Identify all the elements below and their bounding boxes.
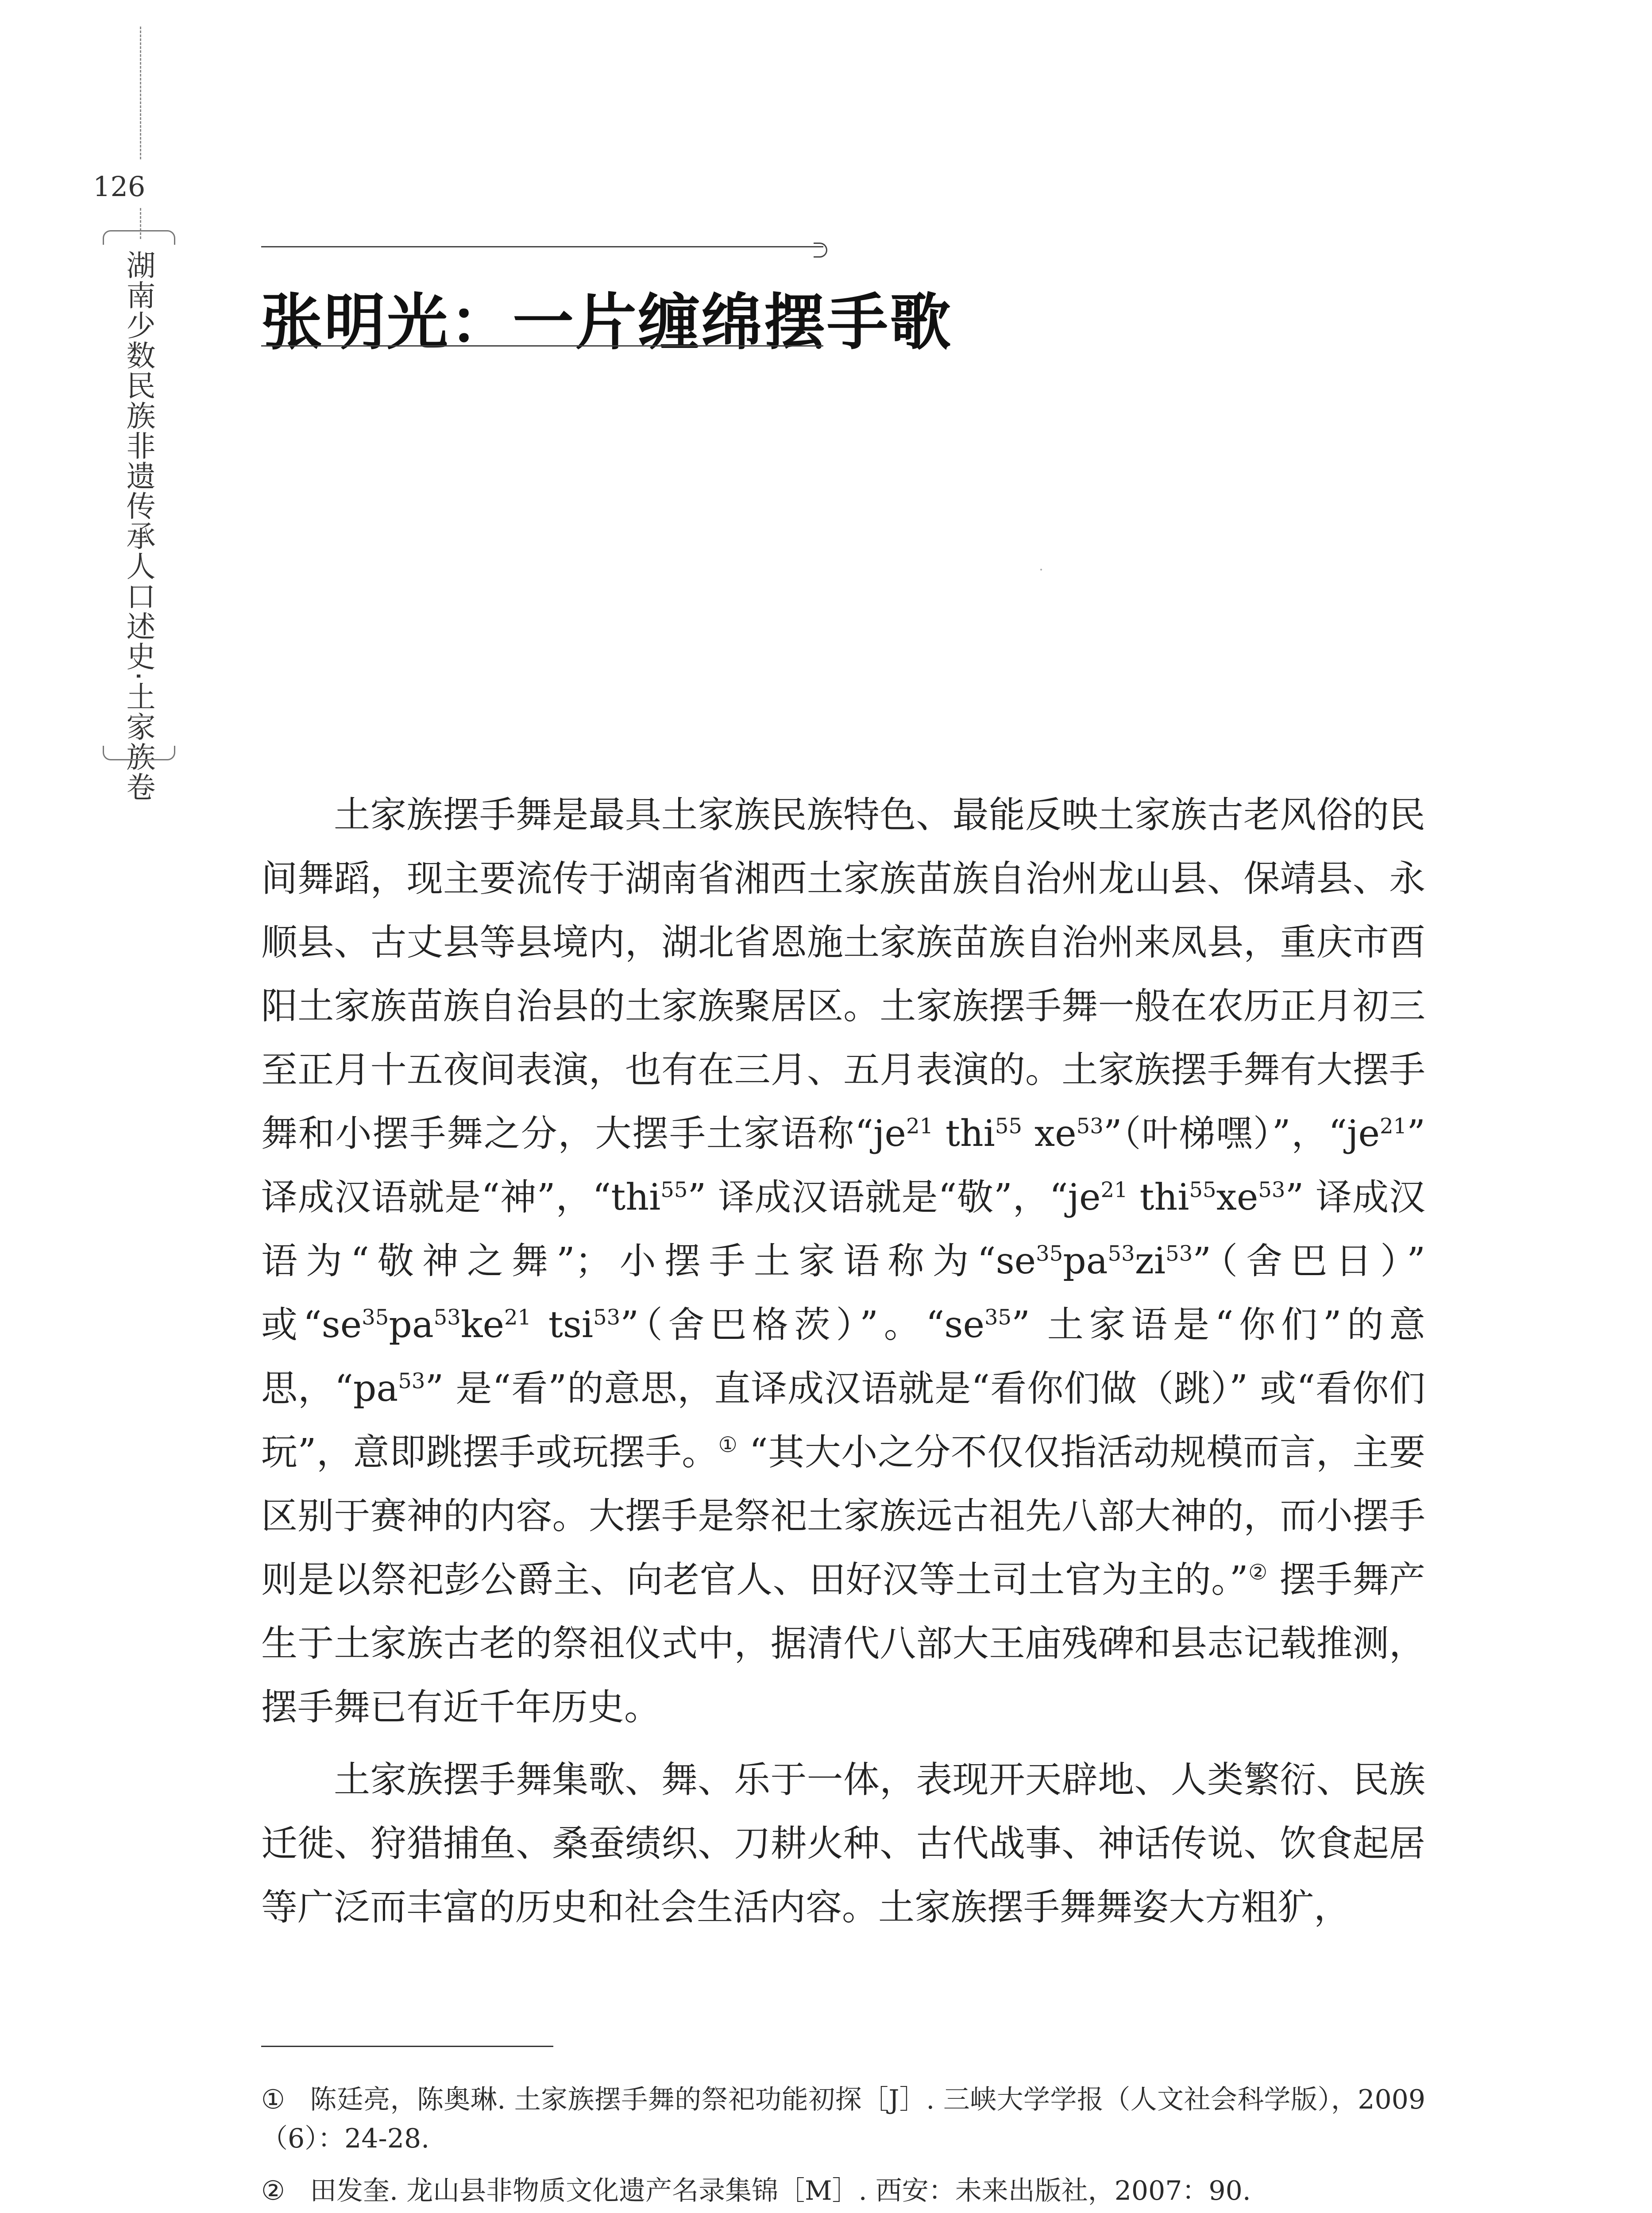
footnote-mark-2: ②	[261, 2175, 285, 2206]
title-rule-top	[261, 246, 823, 247]
running-title: 湖南少数民族非遗传承人口述史·土家族卷	[121, 250, 155, 802]
paragraph-1: 土家族摆手舞是最具土家族民族特色、最能反映土家族古老风俗的民间舞蹈，现主要流传于湖南省湘西土家族苗族自治州龙山县、保靖县、永顺县、古丈县等县境内，湖北省恩施土家族苗族自治州来凤县，重庆市酉阳土家族苗族自治县的土家族聚居区。土家族摆手舞一般在农历正月初三至正月十五夜间表演，也有在三月、五月表演的。土家族摆手舞有大摆手舞和小摆手舞之分，大摆手土家语称“$je^{21}$ thi$^{55}$ $xe^{53}$”（叶梯嘿）”，“$je^{21}$” 译成汉语就是“神”，“thi$^{55}$” 译成汉语就是“敬”，“$je^{21}$ $thi^{55}xe^{53}$” 译成汉语为“敬神之舞”；小摆手土家语称为“$se^{35}pa^{53}zi^{53}$”（舍巴日）” 或“$se^{35}pa^{53}ke^{21}$ tsi$^{53}$”（舍巴格茨）”。“$se^{35}$” 土家语是“你们”的意思，“$pa^{53}$” 是“看”的意思，直译成汉语就是“看你们做（跳）” 或“看你们玩”，意即跳摆手或玩摆手。① “其大小之分不仅仅指活动规模而言，主要区别于赛神的内容。大摆手是祭祀土家族远古祖先八部大神的，而小摆手则是以祭祀彭公爵主、向老官人、田好汉等土司土官为主的。”② 摆手舞产生于土家族古老的祭祖仪式中，据清代八部大王庙残碑和县志记载推测，摆手舞已有近千年历史。	[261, 794, 1426, 1728]
footnote-1	[261, 2080, 1425, 2158]
footnotes	[261, 2080, 1425, 2213]
title-rule-bottom	[261, 345, 823, 347]
running-title-box	[103, 230, 174, 802]
scan-speck-faint	[1040, 569, 1042, 571]
title-rule-curl-ornament	[814, 243, 827, 258]
footnote-mark-1: ①	[261, 2084, 285, 2115]
footnote-text-1: 陈廷亮，陈奥琳. 土家族摆手舞的祭祀功能初探［J］. 三峡大学学报（人文社会科学版），2009（6）：24-28.	[261, 2084, 1425, 2154]
footnote-text-2: 田发奎. 龙山县非物质文化遗产名录集锦［M］. 西安：未来出版社，2007：90.	[310, 2175, 1251, 2206]
footnote-2	[261, 2171, 1425, 2210]
margin-dashed-line-top	[140, 27, 141, 159]
body-text	[261, 783, 1425, 1948]
chapter-title: 张明光：一片缠绵摆手歌	[261, 287, 953, 358]
footnote-ref-1[interactable]: ①	[718, 1432, 738, 1457]
running-title-bracket-top	[103, 230, 175, 245]
page-number: 126	[93, 170, 146, 203]
running-title-bracket-bottom	[103, 746, 175, 760]
footnote-rule	[261, 2046, 553, 2047]
footnote-ref-2[interactable]: ②	[1248, 1560, 1268, 1585]
paragraph-2: 土家族摆手舞集歌、舞、乐于一体，表现开天辟地、人类繁衍、民族迁徙、狩猎捕鱼、桑蚕绩织、刀耕火种、古代战事、神话传说、饮食起居等广泛而丰富的历史和社会生活内容。土家族摆手舞舞姿大方粗犷，	[261, 1759, 1425, 1928]
